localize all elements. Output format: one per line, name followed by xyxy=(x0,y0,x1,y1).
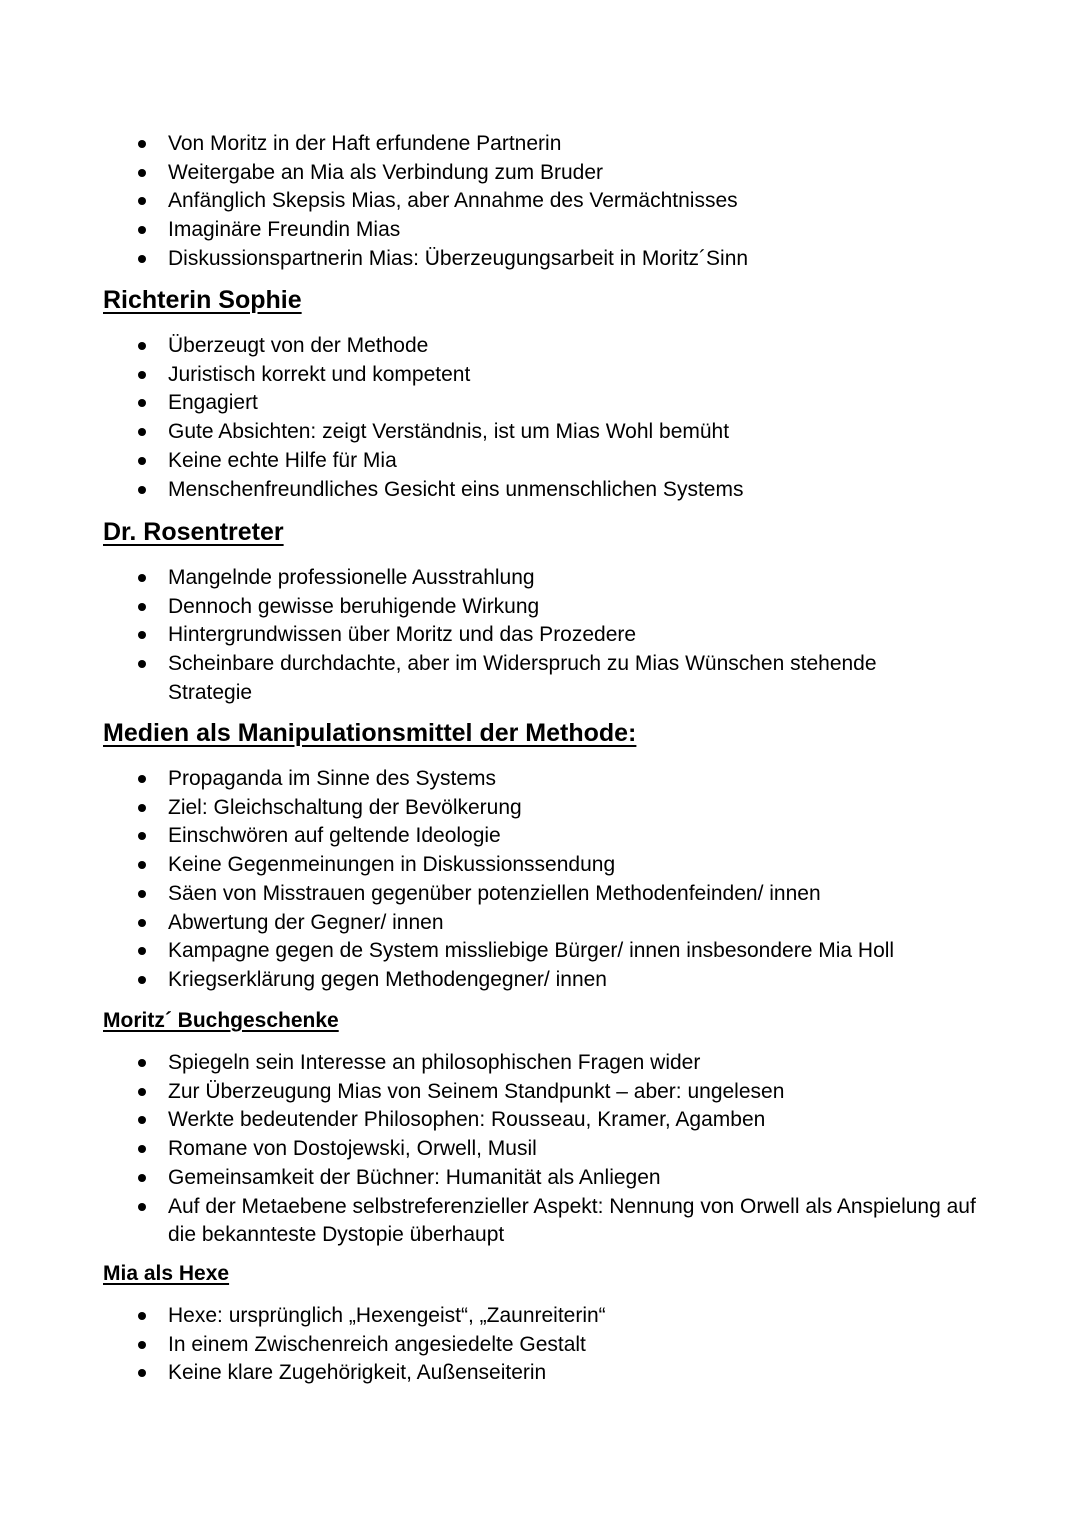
list-item: Keine Gegenmeinungen in Diskussionssendung xyxy=(0,851,1000,880)
bullet-icon xyxy=(138,255,146,263)
bullet-icon xyxy=(138,976,146,984)
bullet-icon xyxy=(138,486,146,494)
intro-list xyxy=(0,130,1000,274)
list-item: Hintergrundwissen über Moritz und das Prozedere xyxy=(0,621,1000,650)
bullet-icon xyxy=(138,457,146,465)
list-item: Diskussionspartnerin Mias: Überzeugungsarbeit in Moritz´Sinn xyxy=(0,245,1000,274)
bullet-icon xyxy=(138,947,146,955)
bullet-icon xyxy=(138,197,146,205)
list-item: Kampagne gegen de System missliebige Bürger/ innen insbesondere Mia Holl xyxy=(0,937,1000,966)
buchgeschenke-list xyxy=(0,1049,1000,1250)
list-item: Spiegeln sein Interesse an philosophischen Fragen wider xyxy=(0,1049,1000,1078)
list-item: In einem Zwischenreich angesiedelte Gestalt xyxy=(0,1331,1000,1360)
bullet-icon xyxy=(138,342,146,350)
list-item: Engagiert xyxy=(0,389,1000,418)
list-item: Weitergabe an Mia als Verbindung zum Bruder xyxy=(0,159,1000,188)
heading-mia-als-hexe: Mia als Hexe xyxy=(103,1262,230,1285)
list-item: Propaganda im Sinne des Systems xyxy=(0,765,1000,794)
bullet-icon xyxy=(138,226,146,234)
bullet-icon xyxy=(138,428,146,436)
list-item: Menschenfreundliches Gesicht eins unmenschlichen Systems xyxy=(0,476,1000,505)
list-item: Überzeugt von der Methode xyxy=(0,332,1000,361)
list-item: Säen von Misstrauen gegenüber potenziellen Methodenfeinden/ innen xyxy=(0,880,1000,909)
bullet-icon xyxy=(138,169,146,177)
bullet-icon xyxy=(138,1341,146,1349)
bullet-icon xyxy=(138,1088,146,1096)
bullet-icon xyxy=(138,1145,146,1153)
rosentreter-list xyxy=(0,564,1000,708)
list-item: Gemeinsamkeit der Büchner: Humanität als Anliegen xyxy=(0,1164,1000,1193)
bullet-icon xyxy=(138,890,146,898)
list-item: Gute Absichten: zeigt Verständnis, ist um Mias Wohl bemüht xyxy=(0,418,1000,447)
bullet-icon xyxy=(138,1203,146,1211)
bullet-icon xyxy=(138,1116,146,1124)
list-item: Mangelnde professionelle Ausstrahlung xyxy=(0,564,1000,593)
medien-list xyxy=(0,765,1000,995)
list-item: Imaginäre Freundin Mias xyxy=(0,216,1000,245)
bullet-icon xyxy=(138,1174,146,1182)
bullet-icon xyxy=(138,371,146,379)
heading-medien: Medien als Manipulationsmittel der Methode: xyxy=(103,719,637,747)
list-item: Einschwören auf geltende Ideologie xyxy=(0,822,1000,851)
bullet-icon xyxy=(138,574,146,582)
list-item: Zur Überzeugung Mias von Seinem Standpunkt – aber: ungelesen xyxy=(0,1078,1000,1107)
list-item: Anfänglich Skepsis Mias, aber Annahme des Vermächtnisses xyxy=(0,187,1000,216)
heading-dr-rosentreter: Dr. Rosentreter xyxy=(103,518,284,546)
bullet-icon xyxy=(138,399,146,407)
bullet-icon xyxy=(138,832,146,840)
bullet-icon xyxy=(138,1312,146,1320)
list-item: Von Moritz in der Haft erfundene Partnerin xyxy=(0,130,1000,159)
list-item: Ziel: Gleichschaltung der Bevölkerung xyxy=(0,794,1000,823)
list-item: Romane von Dostojewski, Orwell, Musil xyxy=(0,1135,1000,1164)
bullet-icon xyxy=(138,775,146,783)
richterin-list xyxy=(0,332,1000,504)
list-item: Dennoch gewisse beruhigende Wirkung xyxy=(0,593,1000,622)
bullet-icon xyxy=(138,1059,146,1067)
bullet-icon xyxy=(138,631,146,639)
bullet-icon xyxy=(138,603,146,611)
list-item: Keine echte Hilfe für Mia xyxy=(0,447,1000,476)
list-item: Hexe: ursprünglich „Hexengeist“, „Zaunreiterin“ xyxy=(0,1302,1000,1331)
list-item: Kriegserklärung gegen Methodengegner/ innen xyxy=(0,966,1000,995)
list-item: Juristisch korrekt und kompetent xyxy=(0,361,1000,390)
bullet-icon xyxy=(138,660,146,668)
list-item: Werkte bedeutender Philosophen: Rousseau, Kramer, Agamben xyxy=(0,1106,1000,1135)
list-item: Keine klare Zugehörigkeit, Außenseiterin xyxy=(0,1359,1000,1388)
heading-richterin-sophie: Richterin Sophie xyxy=(103,286,302,314)
bullet-icon xyxy=(138,861,146,869)
list-item: Auf der Metaebene selbstreferenzieller Aspekt: Nennung von Orwell als Anspielung auf die bekannteste Dystopie überhaupt xyxy=(0,1193,980,1250)
bullet-icon xyxy=(138,919,146,927)
list-item: Abwertung der Gegner/ innen xyxy=(0,909,1000,938)
bullet-icon xyxy=(138,804,146,812)
hexe-list xyxy=(0,1302,1000,1388)
heading-buchgeschenke: Moritz´ Buchgeschenke xyxy=(103,1009,339,1032)
bullet-icon xyxy=(138,1369,146,1377)
bullet-icon xyxy=(138,140,146,148)
list-item: Scheinbare durchdachte, aber im Widerspruch zu Mias Wünschen stehende Strategie xyxy=(0,650,908,707)
